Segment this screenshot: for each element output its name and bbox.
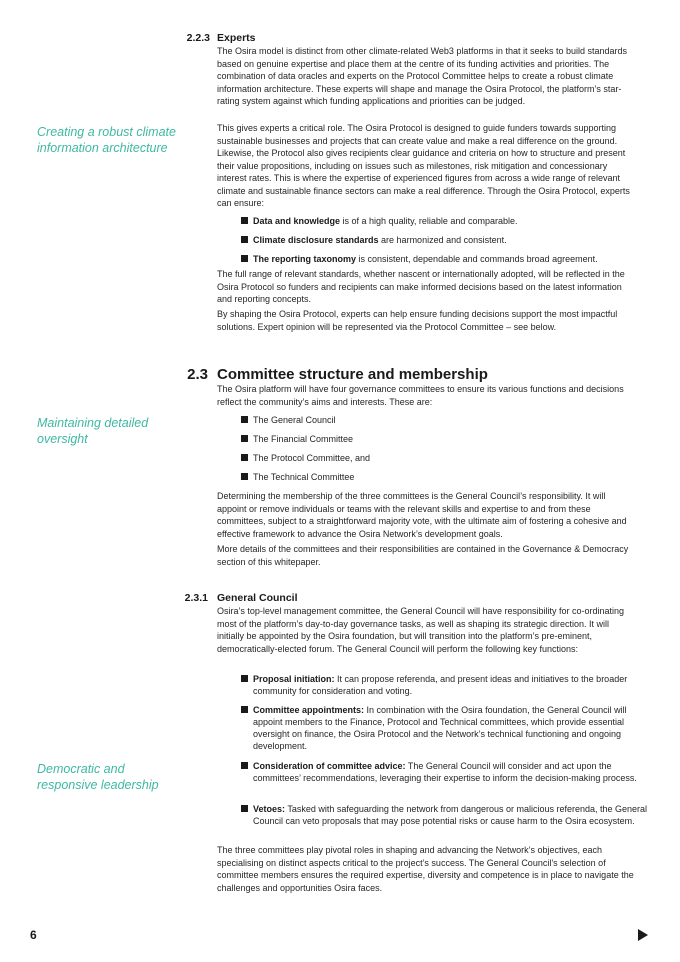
experts-paragraph-4: By shaping the Osira Protocol, experts can help ensure funding decisions support the most impactful solutions. Expert opinion will be represented via the Protocol Committee – see below. xyxy=(217,309,618,332)
list-item: Proposal initiation: It can propose referenda, and present ideas and initiatives to the broader community for consideration and voting. xyxy=(241,673,653,697)
section-title-experts: Experts xyxy=(217,32,256,44)
section-title-general-council: General Council xyxy=(217,592,298,604)
sidenote-leadership: Democratic and responsive leadership xyxy=(37,762,159,792)
sidenote-oversight: Maintaining detailed oversight xyxy=(37,416,149,446)
list-item: The General Council xyxy=(241,414,653,426)
list-item: The Technical Committee xyxy=(241,471,653,483)
experts-paragraph-1: The Osira model is distinct from other climate-related Web3 platforms in that it seeks to build standards based on genuine expertise and place them at the centre of its funding activities and priorities. The combination of data oracles and experts on the Protocol Committee helps to create a robust climate information architecture. These experts will shape and manage the Osira Protocol, the platform’s star-rating system against which funding applications and priorities can be judged. xyxy=(217,46,628,106)
bullet-square-icon xyxy=(241,435,248,442)
section-number-2-3: 2.3 xyxy=(187,366,208,383)
bullet-square-icon xyxy=(241,706,248,713)
experts-paragraph-3: The full range of relevant standards, whether nascent or internationally adopted, will be reflected in the Osira Protocol so funders and recipients can make informed decisions based on the latest information and reporting concepts. xyxy=(217,269,625,304)
bullet-square-icon xyxy=(241,805,248,812)
list-item: Data and knowledge is of a high quality, reliable and comparable. xyxy=(241,215,653,227)
list-item: The Financial Committee xyxy=(241,433,653,445)
committee-paragraph-1: The Osira platform will have four governance committees to ensure its various functions and decisions reflect the community’s aims and interests. These are: xyxy=(217,384,624,407)
bullet-square-icon xyxy=(241,217,248,224)
committee-paragraph-3: More details of the committees and their responsibilities are contained in the Governance & Democracy section of this whitepaper. xyxy=(217,544,629,567)
list-item: Vetoes: Tasked with safeguarding the network from dangerous or malicious referenda, the General Council can veto proposals that may pose potential risks or cause harm to the Osira ecosystem. xyxy=(241,803,653,827)
page-number: 6 xyxy=(30,928,37,942)
list-item: Climate disclosure standards are harmonized and consistent. xyxy=(241,234,653,246)
bullet-square-icon xyxy=(241,473,248,480)
sidenote-climate-architecture: Creating a robust climate information architecture xyxy=(37,125,176,155)
bullet-square-icon xyxy=(241,762,248,769)
bullet-square-icon xyxy=(241,416,248,423)
bullet-square-icon xyxy=(241,454,248,461)
section-title-committee-structure: Committee structure and membership xyxy=(217,366,488,383)
council-paragraph-1: Osira’s top-level management committee, the General Council will have responsibility for co-ordinating most of the platform’s day-to-day governance tasks, as well as shaping its strategic direction. It will initially be appointed by the Osira foundation, but will transition into the platform’s pre-eminent, democratically-elected forum. The General Council will perform the following key functions: xyxy=(217,606,625,654)
section-number-2-2-3: 2.2.3 xyxy=(186,32,210,44)
committee-paragraph-2: Determining the membership of the three committees is the General Council’s responsibility. It will appoint or remove individuals or teams with the relevant skills and expertise to and from these committees, subject to a straightforward majority vote, with the ultimate aim of fostering a cohesive and effective framework to advance the Osira Network’s development goals. xyxy=(217,491,627,539)
list-item: Consideration of committee advice: The General Council will consider and act upon the committees’ recommendations, leveraging their expertise to inform the decision-making process. xyxy=(241,760,653,784)
bullet-square-icon xyxy=(241,236,248,243)
council-paragraph-2: The three committees play pivotal roles in shaping and advancing the Network’s objectives, each specialising on distinct aspects critical to the project’s success. The General Council’s selection of committee members ensures the required expertise, diversity and competence is in place to navigate the challenges and opportunities Osira faces. xyxy=(217,845,634,893)
section-number-2-3-1: 2.3.1 xyxy=(184,592,208,604)
next-page-arrow-icon[interactable] xyxy=(638,929,648,941)
list-item: The Protocol Committee, and xyxy=(241,452,653,464)
bullet-square-icon xyxy=(241,675,248,682)
list-item: The reporting taxonomy is consistent, dependable and commands broad agreement. xyxy=(241,253,653,265)
bullet-square-icon xyxy=(241,255,248,262)
experts-paragraph-2: This gives experts a critical role. The Osira Protocol is designed to guide funders towards supporting sustainable businesses and projects that can create value and make a real difference on the ground. Likewise, the Protocol also gives recipients clear guidance and criteria on how to structure and present their value propositions, including on issues such as milestones, risk mitigation and concessionary interest rates. This is where the expertise of experienced figures from across a wide range of relevant climate and sustainable finance sectors can make a real difference. Through the Osira Protocol, experts can ensure: xyxy=(217,123,630,208)
list-item: Committee appointments: In combination with the Osira foundation, the General Council will appoint members to the Finance, Protocol and Technical committees, which provide essential oversight on finance, the Osira Protocol and the Network’s technical functioning and ongoing development. xyxy=(241,704,653,752)
